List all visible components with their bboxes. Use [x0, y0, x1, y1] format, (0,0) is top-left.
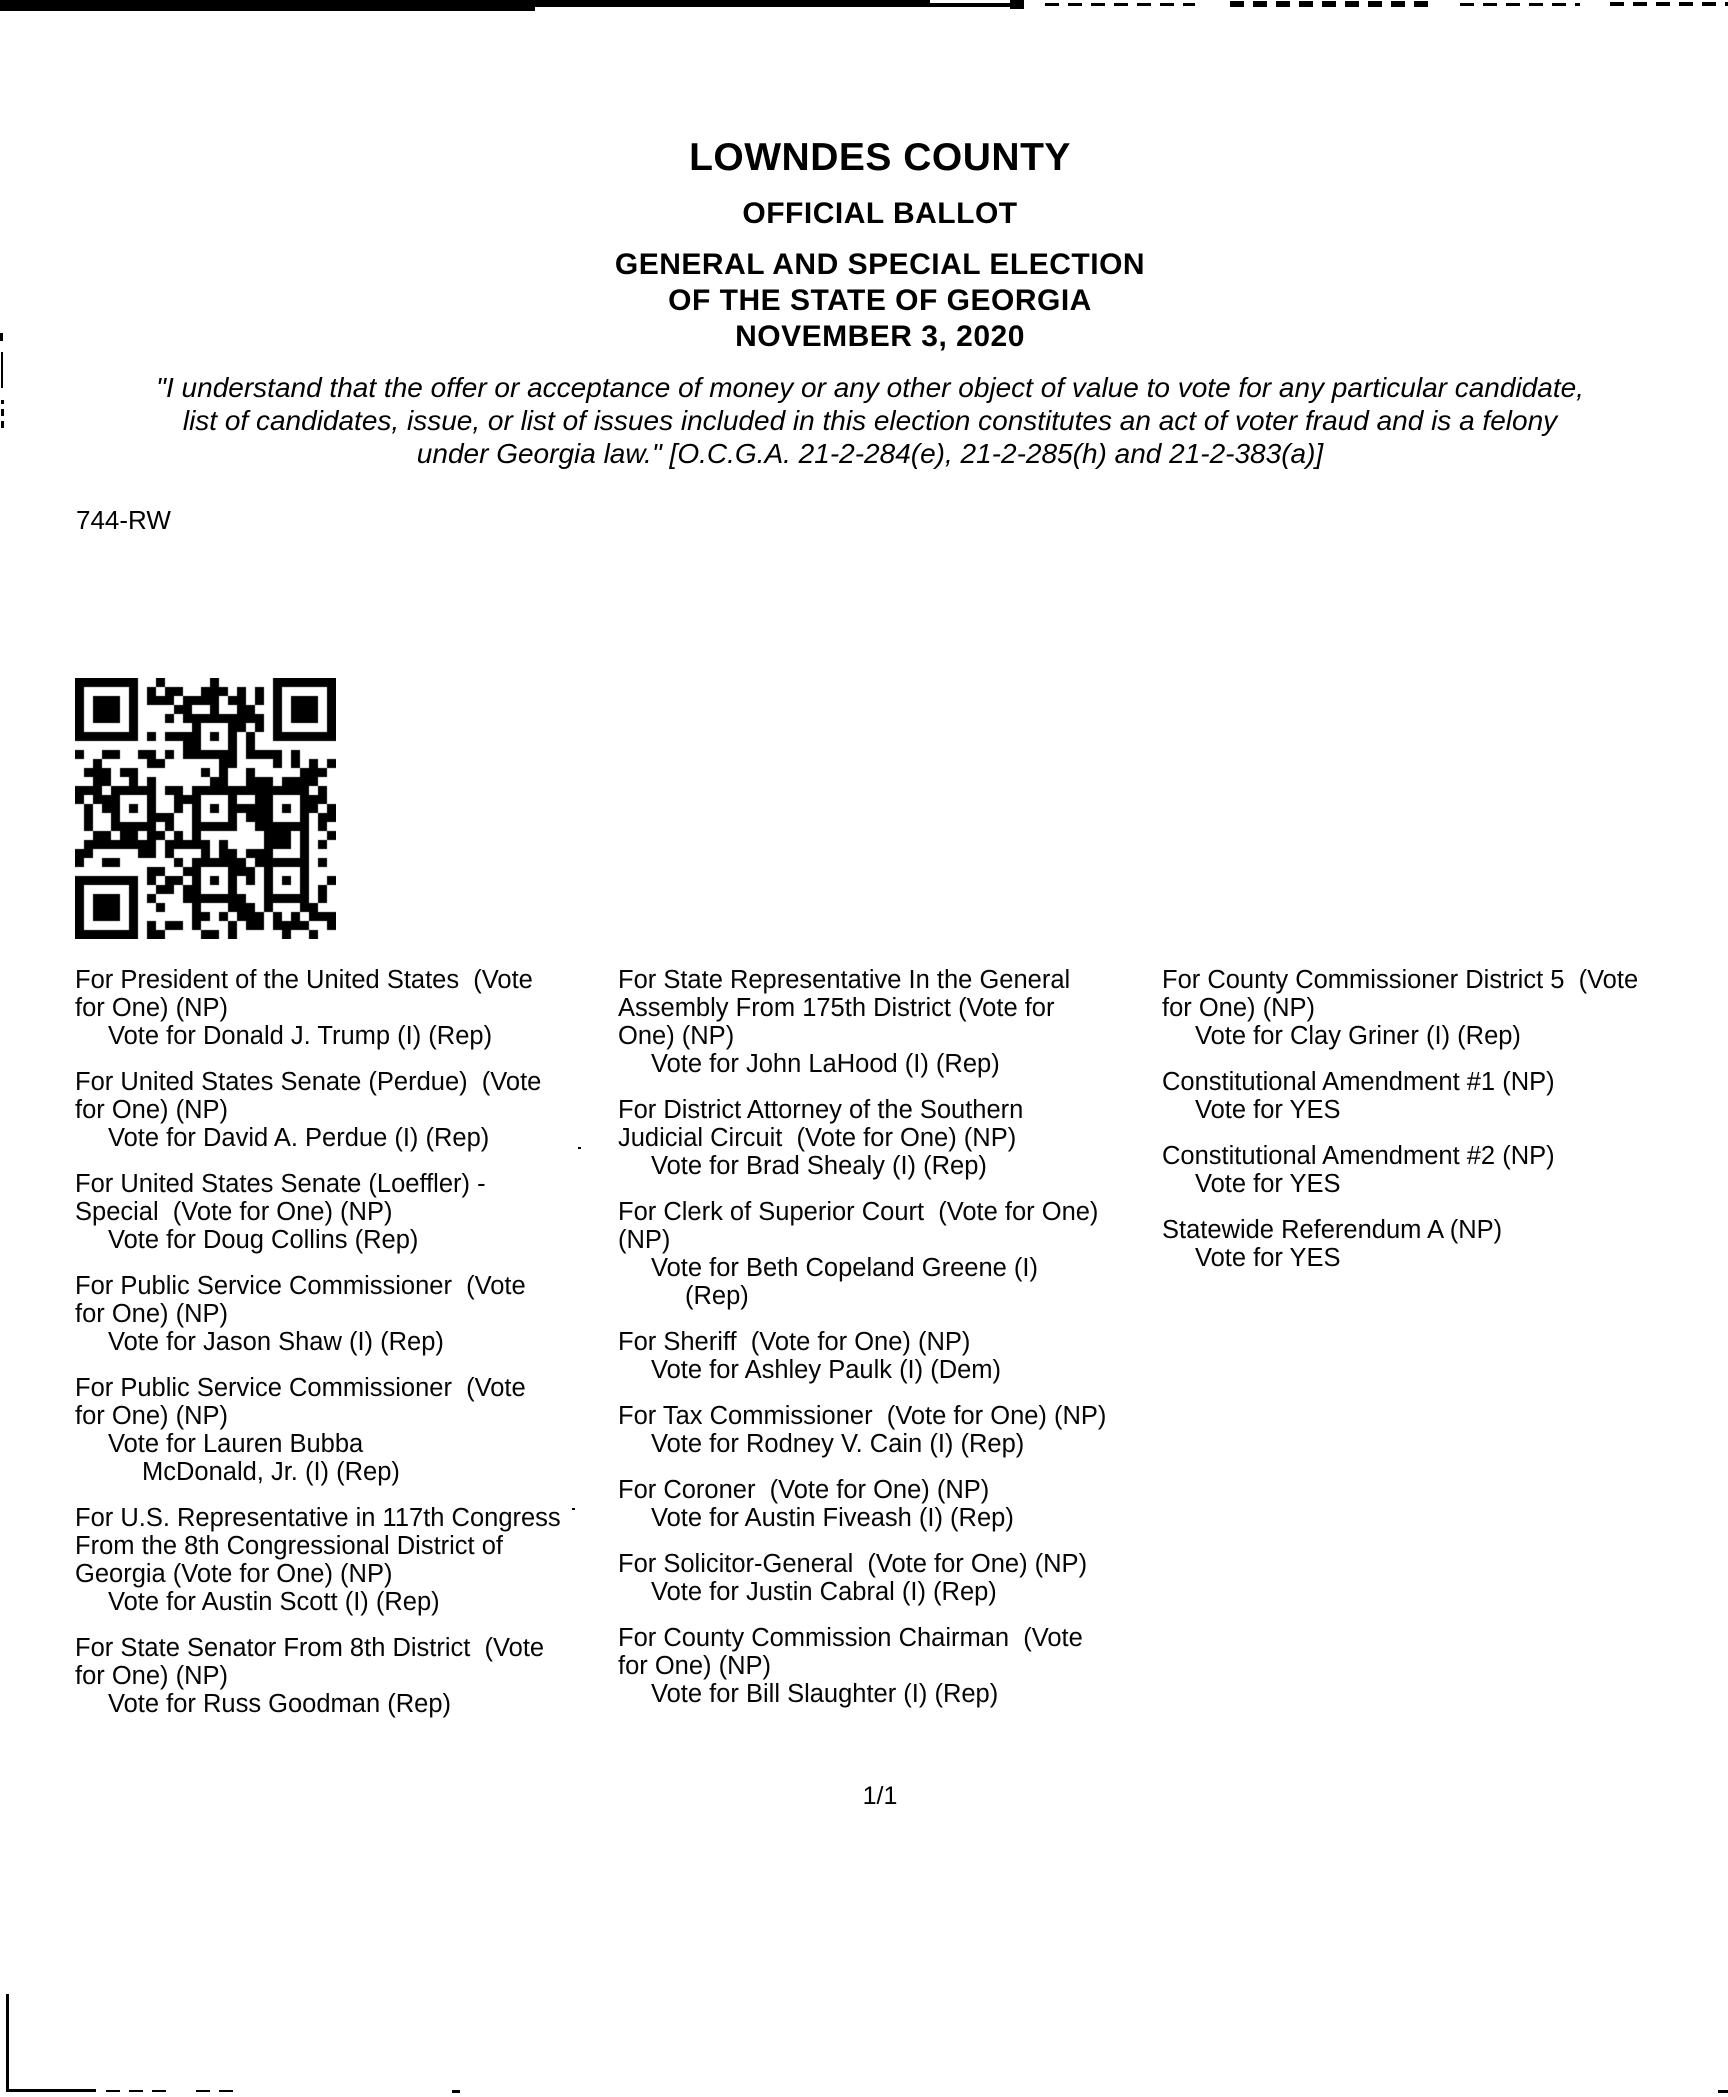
voter-fraud-notice-line: list of candidates, issue, or list of issues included in this election constitutes an act of voter fraud and is a felony: [182, 405, 1558, 436]
vote-selection-line: Vote for Jason Shaw (I) (Rep): [108, 1328, 444, 1356]
contest-title-line: For Clerk of Superior Court (Vote for One): [618, 1198, 1099, 1226]
contest-title-line: Constitutional Amendment #2 (NP): [1162, 1142, 1555, 1170]
vote-selection-line: Vote for Ashley Paulk (I) (Dem): [651, 1356, 1002, 1384]
vote-selection-line: Vote for Russ Goodman (Rep): [108, 1690, 451, 1718]
contest-title-line: For U.S. Representative in 117th Congress: [75, 1504, 561, 1532]
scan-artifact-top-dashes: [1460, 3, 1580, 6]
voter-fraud-notice-line: "I understand that the offer or acceptance of money or any other object of value to vote for any particular candidate,: [156, 372, 1584, 403]
vote-selection-line: Vote for Doug Collins (Rep): [108, 1226, 419, 1254]
vote-selection-line: Vote for Justin Cabral (I) (Rep): [651, 1578, 997, 1606]
contest-title-line: For Public Service Commissioner (Vote: [75, 1272, 526, 1300]
vote-selection-line: Vote for Bill Slaughter (I) (Rep): [651, 1680, 999, 1708]
election-title-line: NOVEMBER 3, 2020: [735, 320, 1025, 353]
scan-artifact-top-dashes: [1610, 2, 1728, 6]
scan-artifact-top-dashes: [1045, 3, 1195, 6]
ballot-column-right: [1162, 966, 1638, 1290]
contest-title-line: Constitutional Amendment #1 (NP): [1162, 1068, 1555, 1096]
contest-entry: [1162, 1216, 1638, 1272]
vote-selection-line: Vote for YES: [1195, 1244, 1341, 1272]
scan-artifact-bottom-dashes: [106, 2090, 166, 2092]
contest-entry: [1162, 1142, 1638, 1198]
contest-title-line: Special (Vote for One) (NP): [75, 1198, 393, 1226]
scan-artifact-left-tick: [1, 352, 3, 388]
contest-entry: [618, 1402, 1106, 1458]
contest-entry: [75, 1068, 561, 1152]
contest-title-line: for One) (NP): [75, 1300, 229, 1328]
vote-selection-line: Vote for YES: [1195, 1170, 1341, 1198]
scan-artifact-bottom-corner: [6, 2089, 96, 2092]
vote-selection-line: Vote for Rodney V. Cain (I) (Rep): [651, 1430, 1025, 1458]
contest-title-line: From the 8th Congressional District of: [75, 1532, 503, 1560]
vote-selection-line: (Rep): [685, 1282, 749, 1310]
election-title-line: OF THE STATE OF GEORGIA: [668, 284, 1092, 317]
contest-title-line: For County Commissioner District 5 (Vote: [1162, 966, 1639, 994]
scan-artifact-speck: [578, 1147, 581, 1149]
election-title: [30, 247, 1728, 355]
contest-entry: [75, 1272, 561, 1356]
contest-entry: [618, 1198, 1106, 1310]
contest-title-line: For United States Senate (Perdue) (Vote: [75, 1068, 542, 1096]
scan-artifact-bottom-dashes: [196, 2090, 236, 2092]
contest-title-line: For President of the United States (Vote: [75, 966, 533, 994]
contest-title-line: for One) (NP): [618, 1652, 772, 1680]
scan-artifact-speck: [572, 1508, 575, 1510]
contest-title-line: One) (NP): [618, 1022, 735, 1050]
contest-entry: [75, 966, 561, 1050]
contest-title-line: Judicial Circuit (Vote for One) (NP): [618, 1124, 1017, 1152]
page-indicator: 1/1: [862, 1782, 898, 1810]
contest-title-line: For Solicitor-General (Vote for One) (NP): [618, 1550, 1088, 1578]
vote-selection-line: Vote for Beth Copeland Greene (I): [651, 1254, 1038, 1282]
scan-artifact-top-band: [0, 0, 535, 11]
contest-entry: [75, 1374, 561, 1486]
contest-entry: [618, 1096, 1106, 1180]
ballot-title: OFFICIAL BALLOT: [742, 197, 1018, 230]
contest-title-line: For Public Service Commissioner (Vote: [75, 1374, 526, 1402]
ballot-column-middle: [618, 966, 1106, 1726]
scan-artifact-bottom-corner: [6, 1994, 9, 2092]
contest-entry: [75, 1504, 561, 1616]
contest-entry: [618, 1328, 1106, 1384]
vote-selection-line: Vote for Austin Scott (I) (Rep): [108, 1588, 440, 1616]
ballot-style-code: 744-RW: [76, 505, 171, 535]
ballot-column-left: [75, 966, 561, 1736]
election-title-line: GENERAL AND SPECIAL ELECTION: [614, 248, 1146, 281]
scan-artifact-top-band: [535, 0, 930, 7]
scan-artifact-speck: [1718, 2090, 1728, 2093]
vote-selection-line: Vote for Donald J. Trump (I) (Rep): [108, 1022, 493, 1050]
contest-title-line: For Sheriff (Vote for One) (NP): [618, 1328, 971, 1356]
scan-artifact-left-tick: [0, 333, 3, 341]
contest-title-line: For State Representative In the General: [618, 966, 1071, 994]
contest-title-line: For Coroner (Vote for One) (NP): [618, 1476, 990, 1504]
contest-title-line: For United States Senate (Loeffler) -: [75, 1170, 486, 1198]
contest-entry: [75, 1170, 561, 1254]
contest-entry: [618, 966, 1106, 1078]
contest-entry: [618, 1624, 1106, 1708]
vote-selection-line: Vote for Clay Griner (I) (Rep): [1195, 1022, 1521, 1050]
contest-title-line: for One) (NP): [75, 1096, 229, 1124]
vote-selection-line: Vote for Lauren Bubba: [108, 1430, 364, 1458]
contest-entry: [1162, 1068, 1638, 1124]
scan-artifact-top-band: [930, 3, 1010, 7]
contest-entry: [618, 1550, 1106, 1606]
vote-selection-line: Vote for Brad Shealy (I) (Rep): [651, 1152, 987, 1180]
contest-entry: [1162, 966, 1638, 1050]
scan-artifact-top-band: [1010, 0, 1024, 9]
contest-title-line: for One) (NP): [75, 1662, 229, 1690]
contest-title-line: (NP): [618, 1226, 671, 1254]
contest-title-line: For Tax Commissioner (Vote for One) (NP): [618, 1402, 1107, 1430]
scan-artifact-speck: [452, 2090, 460, 2093]
contest-title-line: Assembly From 175th District (Vote for: [618, 994, 1055, 1022]
contest-title-line: for One) (NP): [75, 1402, 229, 1430]
scan-artifact-left-dashes: [1, 400, 4, 428]
vote-selection-line: McDonald, Jr. (I) (Rep): [142, 1458, 400, 1486]
qr-code-icon: [75, 678, 336, 939]
contest-title-line: Statewide Referendum A (NP): [1162, 1216, 1503, 1244]
voter-fraud-notice: [40, 371, 1700, 470]
contest-title-line: Georgia (Vote for One) (NP): [75, 1560, 393, 1588]
contest-entry: [618, 1476, 1106, 1532]
vote-selection-line: Vote for John LaHood (I) (Rep): [651, 1050, 1000, 1078]
vote-selection-line: Vote for YES: [1195, 1096, 1341, 1124]
voter-fraud-notice-line: under Georgia law." [O.C.G.A. 21-2-284(e), 21-2-285(h) and 21-2-383(a)]: [416, 438, 1324, 469]
contest-title-line: For State Senator From 8th District (Vote: [75, 1634, 545, 1662]
contest-title-line: For District Attorney of the Southern: [618, 1096, 1024, 1124]
contest-title-line: for One) (NP): [75, 994, 229, 1022]
scan-artifact-top-dashes: [1230, 1, 1435, 7]
contest-entry: [75, 1634, 561, 1718]
county-title: LOWNDES COUNTY: [689, 136, 1071, 179]
vote-selection-line: Vote for Austin Fiveash (I) (Rep): [651, 1504, 1014, 1532]
contest-title-line: For County Commission Chairman (Vote: [618, 1624, 1083, 1652]
vote-selection-line: Vote for David A. Perdue (I) (Rep): [108, 1124, 490, 1152]
contest-title-line: for One) (NP): [1162, 994, 1316, 1022]
